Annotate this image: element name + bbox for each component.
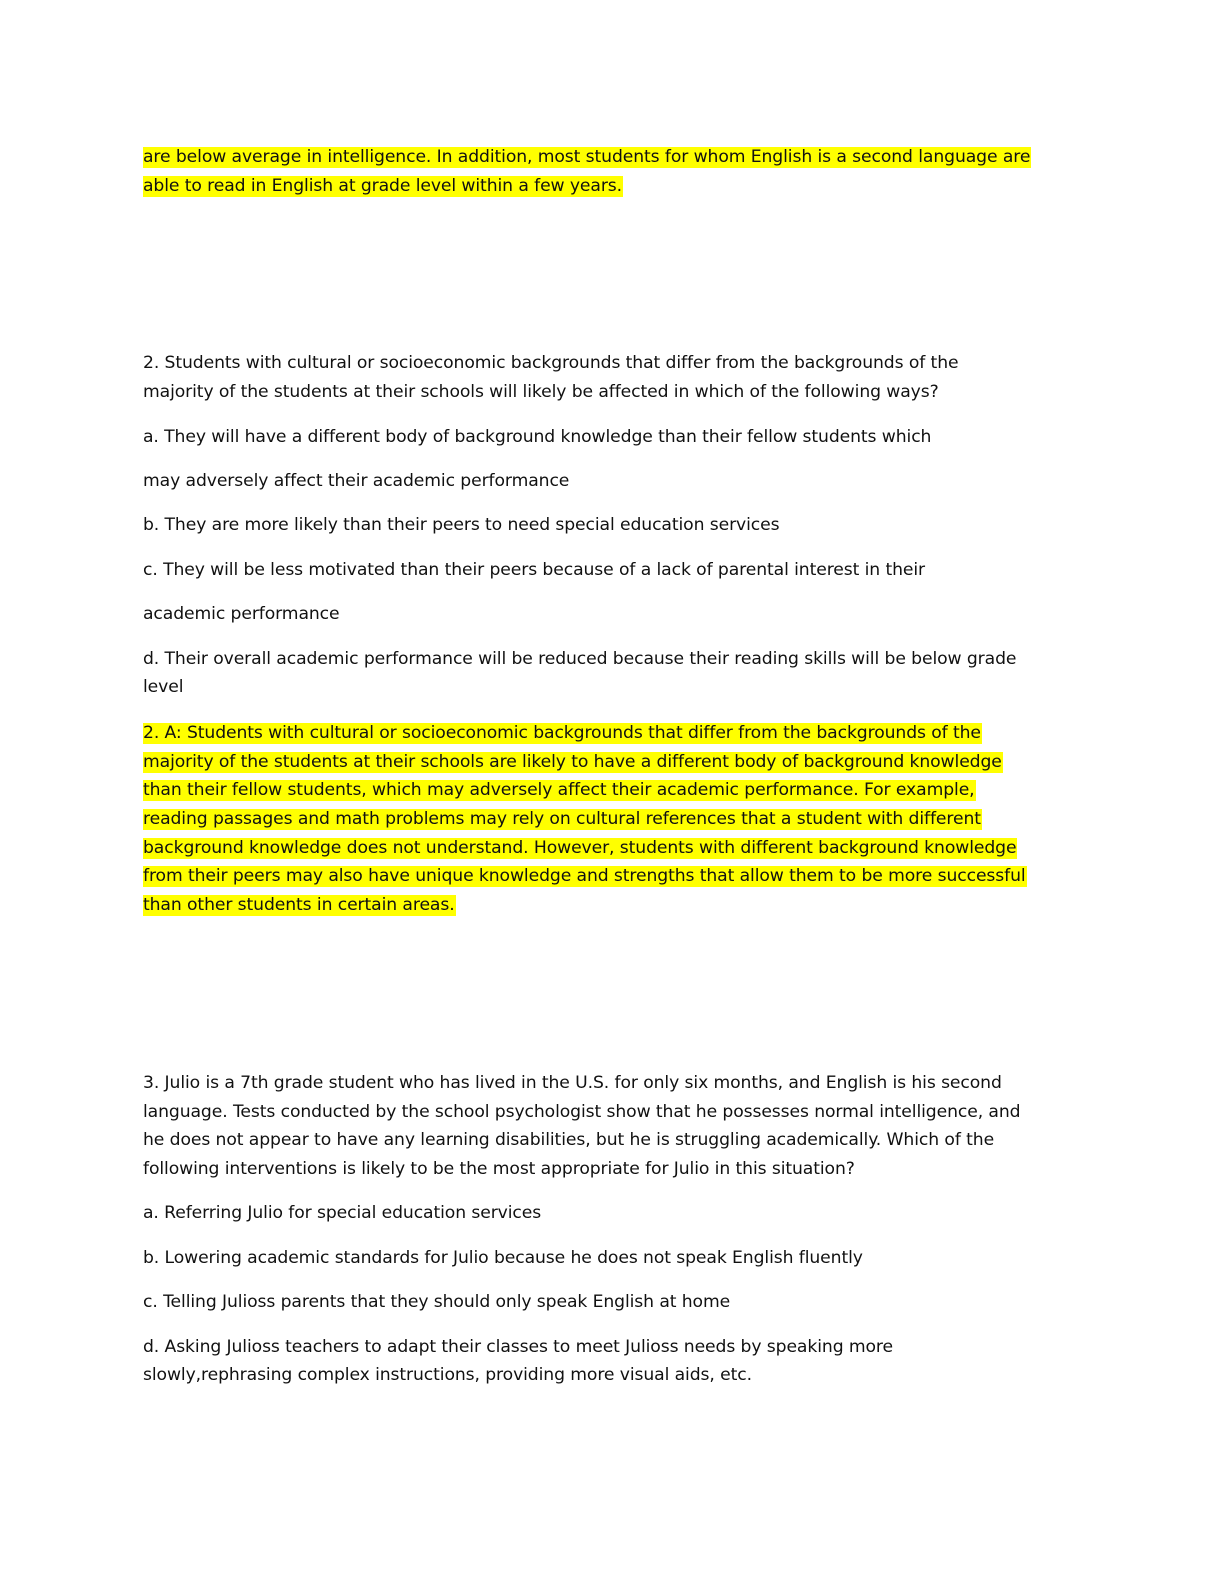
option-b: b. Lowering academic standards for Julio because he does not speak English fluently bbox=[143, 1248, 863, 1268]
highlighted-text: background knowledge does not understand. However, students with different background knowledge bbox=[143, 838, 1017, 858]
option-d-line: d. Asking Julioss teachers to adapt their classes to meet Julioss needs by speaking more bbox=[143, 1337, 893, 1357]
highlighted-text: able to read in English at grade level within a few years. bbox=[143, 176, 623, 196]
highlighted-text: from their peers may also have unique knowledge and strengths that allow them to be more successful bbox=[143, 866, 1026, 886]
question-stem-line: majority of the students at their schools will likely be affected in which of the following ways? bbox=[143, 382, 939, 402]
question-stem-line: 3. Julio is a 7th grade student who has lived in the U.S. for only six months, and English is his second bbox=[143, 1073, 1002, 1093]
question-stem-line: he does not appear to have any learning disabilities, but he is struggling academically. Which of the bbox=[143, 1130, 995, 1150]
question-stem-line: 2. Students with cultural or socioeconomic backgrounds that differ from the backgrounds of the bbox=[143, 353, 959, 373]
highlighted-text: majority of the students at their schools are likely to have a different body of background knowledge bbox=[143, 752, 1002, 772]
highlighted-text: are below average in intelligence. In addition, most students for whom English is a second language are bbox=[143, 147, 1031, 167]
highlighted-text: reading passages and math problems may rely on cultural references that a student with different bbox=[143, 809, 981, 829]
option-c: c. Telling Julioss parents that they should only speak English at home bbox=[143, 1292, 731, 1312]
highlighted-text: than other students in certain areas. bbox=[143, 895, 455, 915]
option-d-line: slowly,rephrasing complex instructions, providing more visual aids, etc. bbox=[143, 1365, 752, 1385]
option-d-line: level bbox=[143, 677, 184, 697]
option-a: a. Referring Julio for special education services bbox=[143, 1203, 542, 1223]
option-b: b. They are more likely than their peers to need special education services bbox=[143, 515, 780, 535]
option-c-line: academic performance bbox=[143, 604, 340, 624]
option-d-line: d. Their overall academic performance will be reduced because their reading skills will be below grade bbox=[143, 649, 1017, 669]
highlighted-text: than their fellow students, which may adversely affect their academic performance. For example, bbox=[143, 780, 975, 800]
option-a-line: a. They will have a different body of background knowledge than their fellow students which bbox=[143, 427, 932, 447]
highlighted-text: 2. A: Students with cultural or socioeconomic backgrounds that differ from the backgrounds of the bbox=[143, 723, 981, 743]
question-stem-line: following interventions is likely to be the most appropriate for Julio in this situation? bbox=[143, 1159, 855, 1179]
question-stem-line: language. Tests conducted by the school psychologist show that he possesses normal intelligence, and bbox=[143, 1102, 1021, 1122]
option-a-line: may adversely affect their academic performance bbox=[143, 471, 570, 491]
option-c-line: c. They will be less motivated than their peers because of a lack of parental interest in their bbox=[143, 560, 926, 580]
